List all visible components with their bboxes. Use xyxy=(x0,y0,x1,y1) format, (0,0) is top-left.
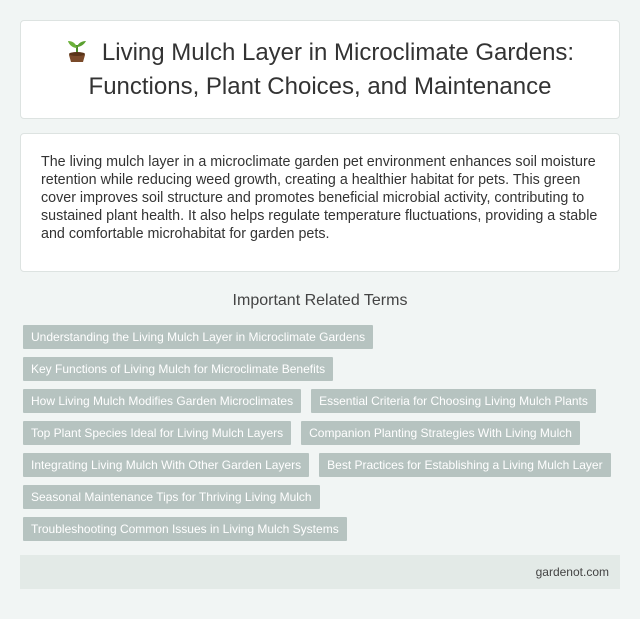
page-title-text: Living Mulch Layer in Microclimate Gardens: Functions, Plant Choices, and Maintenance xyxy=(88,39,575,100)
related-term-tag[interactable]: Essential Criteria for Choosing Living Mulch Plants xyxy=(311,389,596,413)
sprout-icon xyxy=(66,39,88,71)
summary-text: The living mulch layer in a microclimate garden pet environment enhances soil moisture retention while reducing weed growth, creating a healthier habitat for pets. This green cover improves soil structure and promotes beneficial microbial activity, contributing to sustained plant health. It also helps regulate temperature fluctuations, providing a stable and comfortable microhabitat for garden pets. xyxy=(41,154,598,243)
related-terms-heading: Important Related Terms xyxy=(232,292,408,309)
related-term-tag[interactable]: Troubleshooting Common Issues in Living Mulch Systems xyxy=(23,517,347,541)
term-row xyxy=(23,485,623,517)
related-term-tag[interactable]: Integrating Living Mulch With Other Garden Layers xyxy=(23,453,309,477)
term-row xyxy=(23,453,623,485)
related-term-tag[interactable]: Seasonal Maintenance Tips for Thriving Living Mulch xyxy=(23,485,320,509)
page-title xyxy=(60,37,580,102)
title-card xyxy=(20,20,620,119)
related-term-tag[interactable]: Companion Planting Strategies With Living Mulch xyxy=(301,421,580,445)
related-term-tag[interactable]: Understanding the Living Mulch Layer in Microclimate Gardens xyxy=(23,325,373,349)
term-row xyxy=(23,517,623,549)
related-term-tag[interactable]: Key Functions of Living Mulch for Microclimate Benefits xyxy=(23,357,333,381)
footer xyxy=(20,555,620,589)
related-term-tag[interactable]: Top Plant Species Ideal for Living Mulch Layers xyxy=(23,421,291,445)
term-row xyxy=(23,389,623,421)
summary-card xyxy=(20,133,620,272)
related-term-tag[interactable]: How Living Mulch Modifies Garden Microclimates xyxy=(23,389,301,413)
footer-site: gardenot.com xyxy=(535,565,609,579)
term-row xyxy=(23,325,623,357)
related-term-tag[interactable]: Best Practices for Establishing a Living Mulch Layer xyxy=(319,453,610,477)
term-row xyxy=(23,421,623,453)
term-row xyxy=(23,357,623,389)
related-terms-list xyxy=(23,325,623,549)
